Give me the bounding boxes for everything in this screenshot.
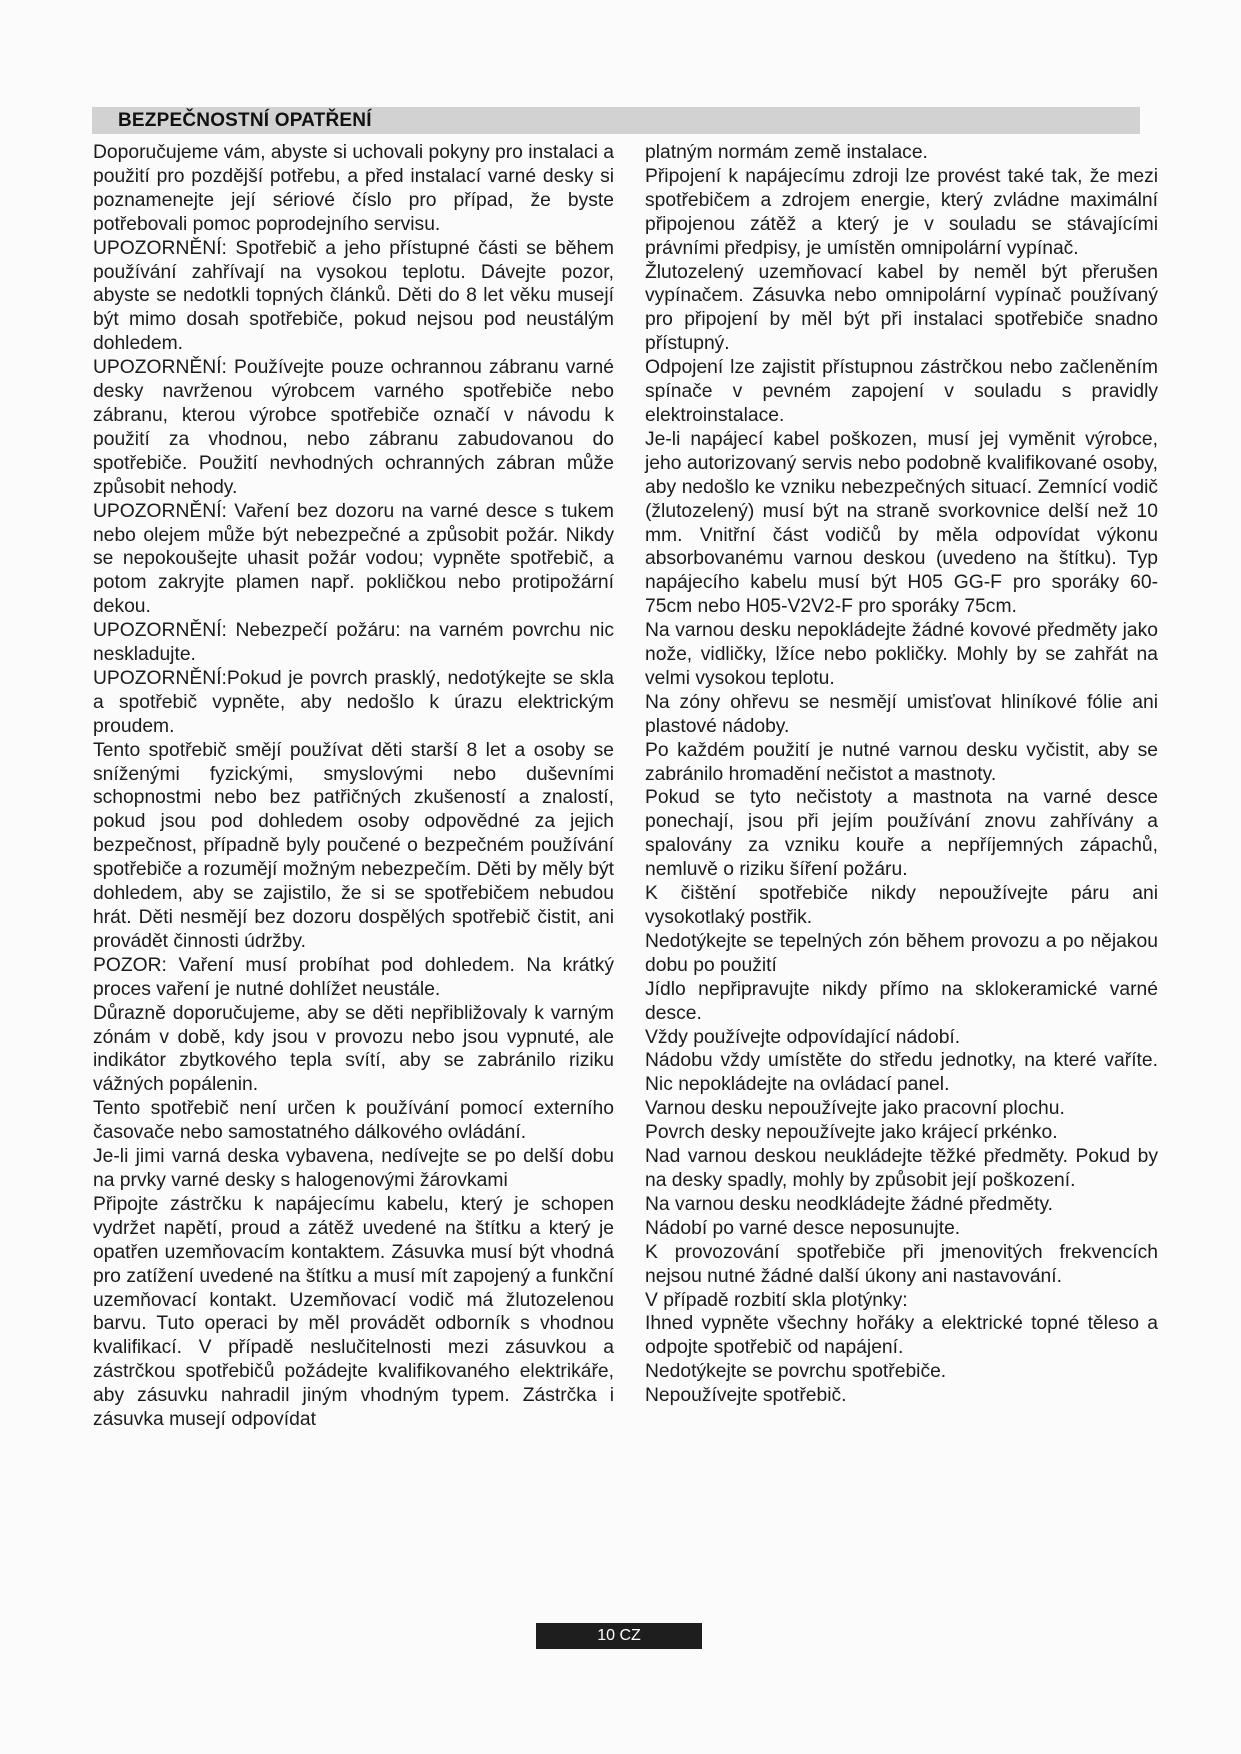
paragraph: Je-li jimi varná deska vybavena, nedívejte se po delší dobu na prvky varné desky s halogenovými žárovkami — [93, 1146, 614, 1191]
paragraph: Nedotýkejte se povrchu spotřebiče. — [645, 1361, 947, 1383]
paragraph: K čištění spotřebiče nikdy nepoužívejte páru ani vysokotlaký postřik. — [645, 883, 1158, 928]
paragraph: Ihned vypněte všechny hořáky a elektrické topné těleso a odpojte spotřebič od napájení. — [645, 1313, 1158, 1359]
paragraph: platným normám země instalace. — [645, 142, 928, 163]
paragraph: Doporučujeme vám, abyste si uchovali pokyny pro instalaci a použití pro pozdější potřebu, a před instalací varné desky si poznamenejte její sériové číslo pro případ, že byste potřebovali pomoc poprodejního servisu. — [93, 142, 614, 235]
paragraph: V případě rozbití skla plotýnky: — [645, 1289, 908, 1311]
paragraph: UPOZORNĚNÍ: Spotřebič a jeho přístupné části se během používání zahřívají na vysokou teplotu. Dávejte pozor, abyste se nedotkli topných článků. Děti do 8 let věku musejí být mimo dosah spotřebiče, pokud nejsou pod neustálým dohledem. — [93, 237, 614, 355]
left-text-column — [93, 141, 614, 1432]
paragraph: Důrazně doporučujeme, aby se děti nepřibližovaly k varným zónám v době, kdy jsou v provozu nebo jsou vypnuté, ale indikátor zbytkového tepla svítí, aby se zabránilo riziku vážných popálenin. — [93, 1002, 614, 1096]
paragraph: Nepoužívejte spotřebič. — [645, 1385, 847, 1407]
paragraph: Povrch desky nepoužívejte jako krájecí prkénko. — [645, 1122, 1058, 1144]
paragraph: Na varnou desku nepokládejte žádné kovové předměty jako nože, vidličky, lžíce nebo pokličky. Mohly by se zahřát na velmi vysokou teplotu. — [645, 620, 1158, 689]
paragraph: K provozování spotřebiče při jmenovitých frekvencích nejsou nutné žádné další úkony ani nastavování. — [645, 1241, 1158, 1287]
paragraph: Na zóny ohřevu se nesmějí umisťovat hliníkové fólie ani plastové nádoby. — [645, 691, 1158, 737]
paragraph: Jídlo nepřipravujte nikdy přímo na sklokeramické varné desce. — [645, 978, 1158, 1024]
paragraph: Tento spotřebič není určen k používání pomocí externího časovače nebo samostatného dálkového ovládání. — [93, 1098, 614, 1144]
paragraph: Je-li napájecí kabel poškozen, musí jej vyměnit výrobce, jeho autorizovaný servis nebo podobně kvalifikované osoby, aby nedošlo ke vzniku nebezpečných situací. Zemnící vodič (žlutozelený) musí být na straně svorkovnice delší než 10 mm. Vnitřní část vodičů by měla odpovídat výkonu absorbovanému varnou deskou (uvedeno na štítku). Typ napájecího kabelu musí být H05 GG-F pro sporáky 60-75cm nebo H05-V2V2-F pro sporáky 75cm. — [645, 428, 1158, 618]
paragraph: Po každém použití je nutné varnou desku vyčistit, aby se zabránilo hromadění nečistot a mastnoty. — [645, 739, 1158, 785]
paragraph: Tento spotřebič smějí používat děti starší 8 let a osoby se sníženými fyzickými, smyslovými nebo duševními schopnostmi nebo bez patřičných zkušeností a znalostí, pokud jsou pod dohledem osoby odpovědné za jejich bezpečnost, případně byly poučené o bezpečném používání spotřebiče a rozumějí možným nebezpečím. Děti by měly být dohledem, aby se zajistilo, že si se spotřebičem nebudou hrát. Děti nesmějí bez dozoru dospělých spotřebič čistit, ani provádět činnosti údržby. — [93, 739, 614, 952]
page-number-bar — [536, 1623, 702, 1649]
right-text-column — [645, 141, 1158, 1408]
paragraph: Pokud se tyto nečistoty a mastnota na varné desce ponechají, jsou při jejím používání znovu zahřívány a spalovány za vzniku kouře a nepříjemných zápachů, nemluvě o riziku šíření požáru. — [645, 787, 1158, 881]
paragraph: Na varnou desku neodkládejte žádné předměty. — [645, 1193, 1054, 1215]
paragraph: Vždy používejte odpovídající nádobí. — [645, 1026, 961, 1048]
paragraph: UPOZORNĚNÍ: Používejte pouze ochrannou zábranu varné desky navrženou výrobcem varného spotřebiče nebo zábranu, kterou výrobce spotřebiče označí v návodu k použití za vhodnou, nebo zábranu zabudovanou do spotřebiče. Použití nevhodných ochranných zábran může způsobit nehody. — [93, 357, 614, 498]
paragraph: Připojte zástrčku k napájecímu kabelu, který je schopen vydržet napětí, proud a zátěž uvedené na štítku a který je opatřen uzemňovacím kontaktem. Zásuvka musí být vhodná pro zatížení uvedené na štítku a musí mít zapojený a funkční uzemňovací kontakt. Uzemňovací vodič má žlutozelenou barvu. Tuto operaci by měl provádět odborník s vhodnou kvalifikací. V případě neslučitelnosti mezi zásuvkou a zástrčkou spotřebičů požádejte kvalifikovaného elektrikáře, aby zásuvku nahradil jiným vhodným typem. Zástrčka i zásuvka musejí odpovídat — [93, 1193, 614, 1431]
paragraph: UPOZORNĚNÍ:Pokud je povrch prasklý, nedotýkejte se skla a spotřebič vypněte, aby nedošlo k úrazu elektrickým proudem. — [93, 667, 614, 737]
paragraph: Nádobu vždy umístěte do středu jednotky, na které vaříte. Nic nepokládejte na ovládací panel. — [645, 1050, 1158, 1096]
section-header-bar — [92, 107, 1140, 134]
paragraph: Připojení k napájecímu zdroji lze provést také tak, že mezi spotřebičem a zdrojem energie, který zvládne maximální připojenou zátěž a který je v souladu se stávajícími právními předpisy, je umístěn omnipolární vypínač. — [645, 165, 1158, 259]
paragraph: Nad varnou deskou neukládejte těžké předměty. Pokud by na desky spadly, mohly by způsobit její poškození. — [645, 1146, 1158, 1191]
paragraph: Žlutozelený uzemňovací kabel by neměl být přerušen vypínačem. Zásuvka nebo omnipolární vypínač používaný pro připojení by měl být při instalaci spotřebiče snadno přístupný. — [645, 261, 1158, 355]
paragraph: UPOZORNĚNÍ: Vaření bez dozoru na varné desce s tukem nebo olejem může být nebezpečné a způsobit požár. Nikdy se nepokoušejte uhasit požár vodou; vypněte spotřebič, a potom zakryjte plamen např. pokličkou nebo protipožární dekou. — [93, 500, 614, 618]
paragraph: Nádobí po varné desce neposunujte. — [645, 1217, 961, 1239]
paragraph: Nedotýkejte se tepelných zón během provozu a po nějakou dobu po použití — [645, 930, 1158, 976]
paragraph: Varnou desku nepoužívejte jako pracovní plochu. — [645, 1098, 1065, 1120]
paragraph: Odpojení lze zajistit přístupnou zástrčkou nebo začleněním spínače v pevném zapojení v souladu s pravidly elektroinstalace. — [645, 357, 1158, 426]
paragraph: POZOR: Vaření musí probíhat pod dohledem. Na krátký proces vaření je nutné dohlížet neustále. — [93, 954, 614, 1000]
page-number: 10 CZ — [597, 1627, 641, 1644]
paragraph: UPOZORNĚNÍ: Nebezpečí požáru: na varném povrchu nic neskladujte. — [93, 620, 614, 666]
section-title: BEZPEČNOSTNÍ OPATŘENÍ — [118, 110, 372, 131]
